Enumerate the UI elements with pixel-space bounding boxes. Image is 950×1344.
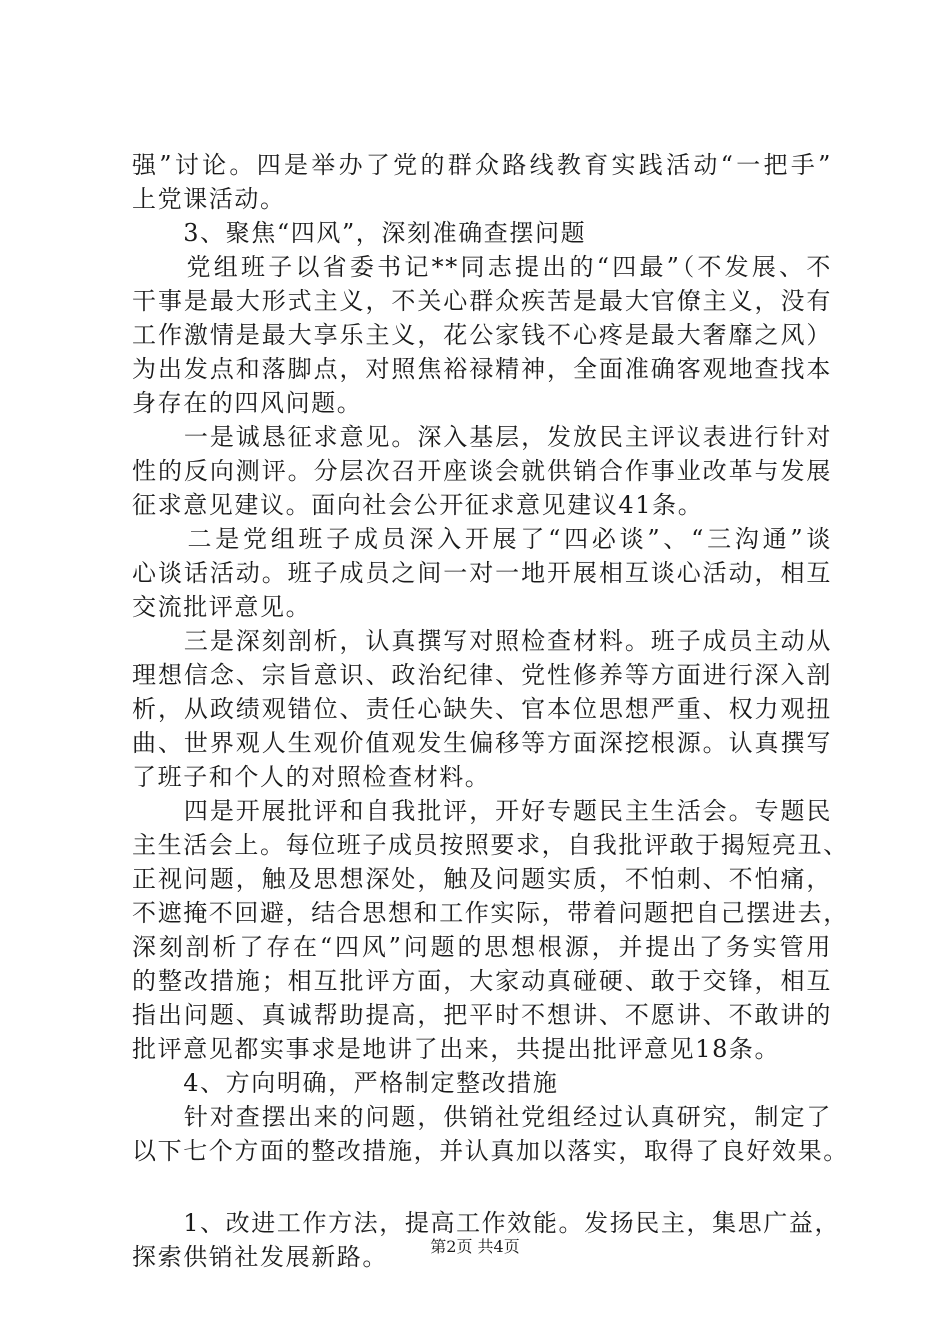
text-line: 身存在的四风问题。: [132, 389, 363, 417]
section-heading: 4、方向明确，严格制定整改措施: [132, 1069, 559, 1097]
text-line: 曲、世界观人生观价值观发生偏移等方面深挖根源。认真撰写: [132, 729, 832, 757]
text-line: 三是深刻剖析，认真撰写对照检查材料。班子成员主动从: [132, 627, 832, 655]
text-line: 一是诚恳征求意见。深入基层，发放民主评议表进行针对: [132, 423, 832, 451]
text-line: 析，从政绩观错位、责任心缺失、官本位思想严重、权力观扭: [132, 695, 832, 723]
text-line: 针对查摆出来的问题，供销社党组经过认真研究，制定了: [132, 1103, 832, 1131]
text-line: 批评意见都实事求是地讲了出来，共提出批评意见18条。: [132, 1035, 781, 1063]
text-line: 的整改措施；相互批评方面，大家动真碰硬、敢于交锋，相互: [132, 967, 832, 995]
text-line: 心谈话活动。班子成员之间一对一地开展相互谈心活动，相互: [132, 559, 832, 587]
text-line: 征求意见建议。面向社会公开征求意见建议41条。: [132, 491, 704, 519]
text-line: 深刻剖析了存在“四风”问题的思想根源，并提出了务实管用: [132, 933, 832, 961]
text-line: 四是开展批评和自我批评，开好专题民主生活会。专题民: [132, 797, 832, 825]
text-line: 正视问题，触及思想深处，触及问题实质，不怕刺、不怕痛，: [132, 865, 832, 893]
text-line: 1、改进工作方法，提高工作效能。发扬民主，集思广益，: [132, 1209, 841, 1237]
text-line: 了班子和个人的对照检查材料。: [132, 763, 491, 791]
text-line: 指出问题、真诚帮助提高，把平时不想讲、不愿讲、不敢讲的: [132, 1001, 832, 1029]
paragraph-gap: [132, 1168, 832, 1206]
section-heading: 3、聚焦“四风”，深刻准确查摆问题: [132, 219, 587, 247]
document-body: [132, 148, 849, 1274]
text-line: 理想信念、宗旨意识、政治纪律、党性修养等方面进行深入剖: [132, 661, 832, 689]
text-line: 主生活会上。每位班子成员按照要求，自我批评敢于揭短亮丑、: [132, 831, 849, 859]
text-line: 不遮掩不回避，结合思想和工作实际，带着问题把自己摆进去，: [132, 899, 849, 927]
text-line: 为出发点和落脚点，对照焦裕禄精神，全面准确客观地查找本: [132, 355, 832, 383]
text-line: 以下七个方面的整改措施，并认真加以落实，取得了良好效果。: [132, 1137, 849, 1165]
text-line: 性的反向测评。分层次召开座谈会就供销合作事业改革与发展: [132, 457, 832, 485]
page-number: 第2页 共4页: [430, 1237, 520, 1256]
text-line: 上党课活动。: [132, 185, 286, 213]
text-line: 交流批评意见。: [132, 593, 312, 621]
text-line: 探索供销社发展新路。: [132, 1243, 388, 1271]
text-line: 强”讨论。四是举办了党的群众路线教育实践活动“一把手”: [132, 151, 832, 179]
text-line: 工作激情是最大享乐主义，花公家钱不心疼是最大奢靡之风）: [132, 321, 832, 349]
text-line: 干事是最大形式主义，不关心群众疾苦是最大官僚主义，没有: [132, 287, 832, 315]
text-line: 二是党组班子成员深入开展了“四必谈”、“三沟通”谈: [132, 525, 832, 553]
text-line: 党组班子以省委书记**同志提出的“四最”（不发展、不: [132, 253, 832, 281]
